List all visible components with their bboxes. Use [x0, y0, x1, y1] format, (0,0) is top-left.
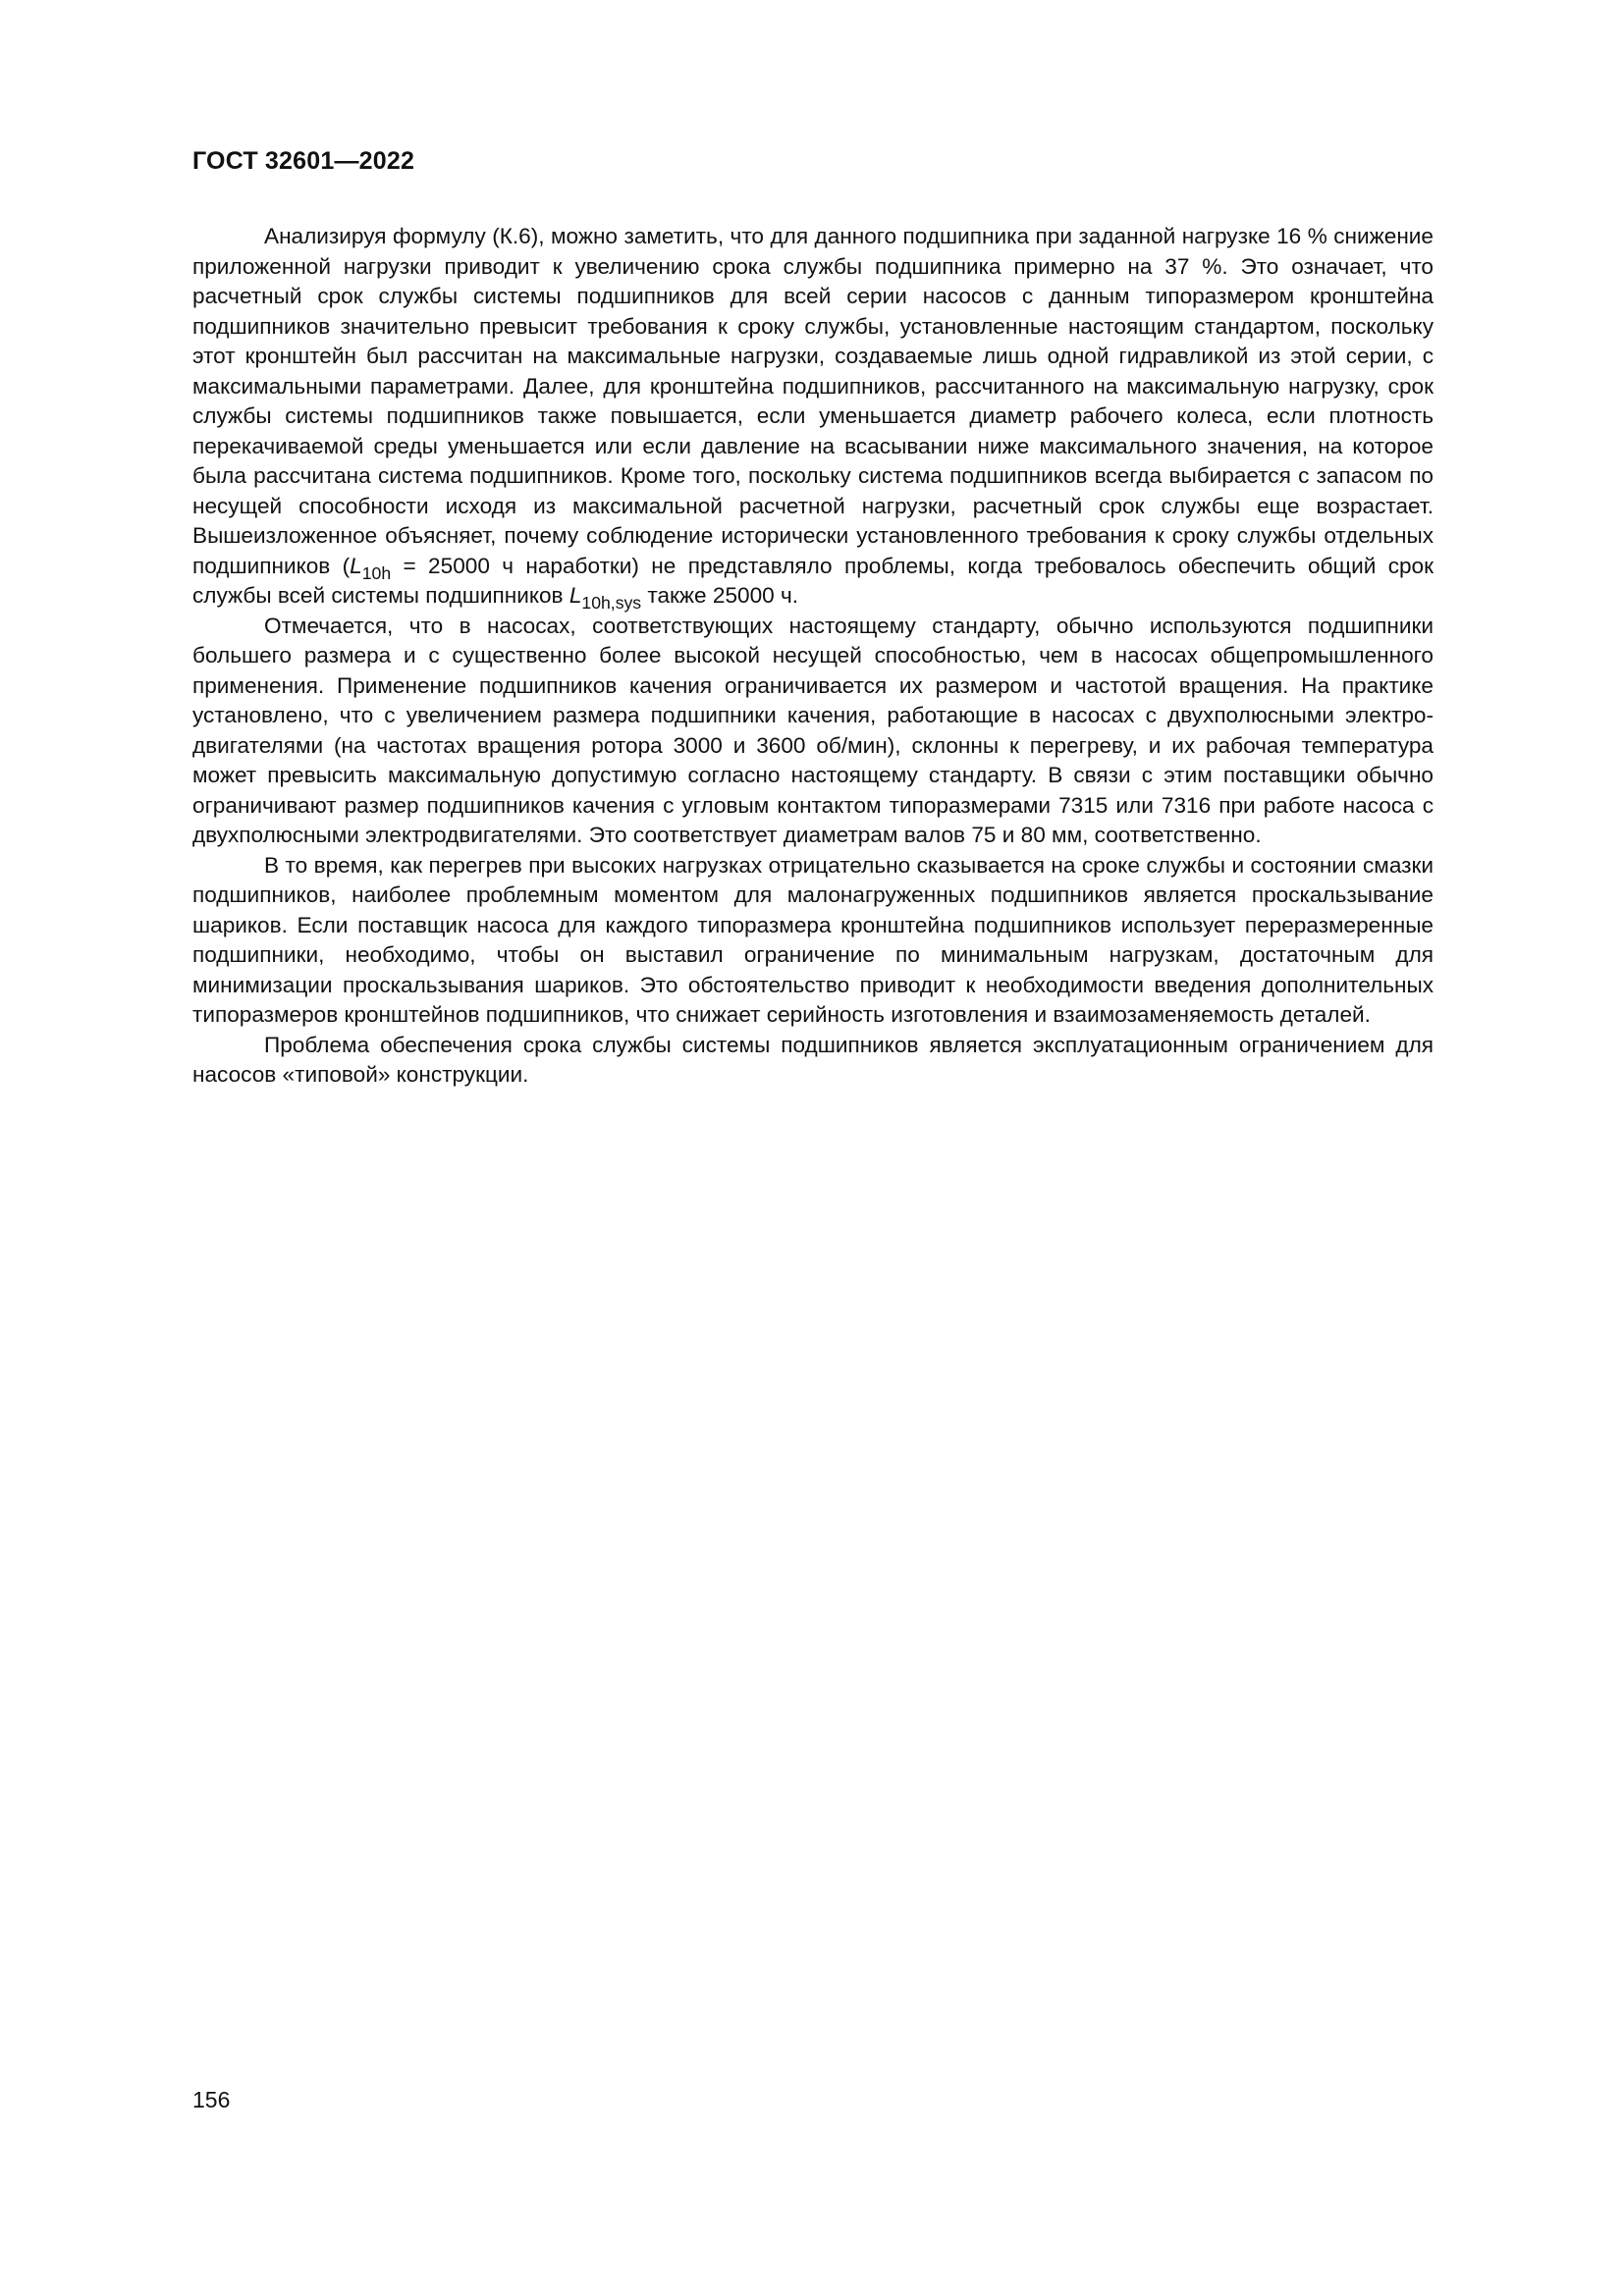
body-text	[192, 222, 1434, 1091]
paragraph-1-text-b: = 25000 ч наработки) не представляло проблемы, когда требовалось обеспечить общий срок службы всей системы подшипников	[192, 553, 1435, 608]
subscript-10h-sys: 10h,sys	[581, 593, 642, 614]
paragraph-4: Проблема обеспечения срока службы системы подшипников является эксплуатационным ограничением для насосов «типовой» конструкции.	[192, 1032, 1434, 1087]
paragraph-2: Отмечается, что в насосах, соответствующих настоящему стандарту, обычно используются подшипники большего размера и с существенно более высокой несущей способностью, чем в насосах общепромышленного применения. Применение подшипников качения ограничивается их размером и частотой вращения. На практике установлено, что с увеличением размера подшипники качения, работающие в насосах с двухполюсными электродвигателями (на частотах вращения ротора 3000 и 3600 об/мин), склонны к перегреву, и их рабочая температура может превысить максимальную допустимую согласно настоящему стандарту. В связи с этим поставщики обычно ограничивают размер подшипников качения с угловым контактом типоразмерами 7315 или 7316 при работе насоса с двухполюсными электродвигателями. Это соответствует диаметрам валов 75 и 80 мм, соответственно.	[192, 613, 1434, 847]
symbol-l: L	[350, 553, 362, 578]
paragraph-1-text-c: также 25000 ч.	[641, 583, 799, 608]
paragraph-3: В то время, как перегрев при высоких нагрузках отрицательно сказывается на сроке службы и состоянии смазки подшипников, наиболее проблемным моментом для малонагруженных подшипников является проскальзывание шариков. Если поставщик насоса для каждого типоразмера кронштейна подшипников использует переразмеренные подшипники, необходимо, чтобы он выставил ограничение по минимальным нагрузкам, достаточным для минимизации проскальзывания шариков. Это обстоятельство приводит к необходимости введения дополнительных типоразмеров кронштейнов подшипников, что снижает серийность изготовления и взаимозаменяемость деталей.	[192, 852, 1434, 1027]
symbol-l-sys: L	[568, 583, 582, 608]
page-number: 156	[192, 2087, 231, 2112]
paragraph-1-text-a: Анализируя формулу (К.6), можно заметить, что для данного подшипника при заданной нагрузке 16 % снижение приложенной нагрузки приводит к увеличению срока службы подшипника примерно на 37 %. Это означает, что расчетный срок службы системы подшипников для всей серии насосов с данным типоразмером кронштейна подшипников значительно превысит требования к сроку службы, установленные настоящим стандартом, поскольку этот кронштейн был рассчитан на максимальные нагрузки, создаваемые лишь одной гидравликой из этой серии, с максимальными параметрами. Далее, для кронштейна подшипников, рассчитанного на максимальную нагрузку, срок службы системы подшипников также повышается, если уменьшается диаметр рабочего колеса, если плотность перекачиваемой среды уменьшается или если давление на всасывании ниже максимального значения, на которое была рассчитана система подшипников. Кроме того, поскольку система подшипников всегда выбирается с запасом по несущей способности исходя из максимальной расчетной нагрузки, расчетный срок службы еще возрастает. Вышеизложенное объясняет, почему соблюдение исторически установленного требования к сроку службы отдельных подшипников (	[192, 224, 1434, 578]
subscript-10h: 10h	[361, 562, 392, 583]
paragraph-1	[192, 222, 1434, 612]
document-header: ГОСТ 32601—2022	[192, 147, 415, 175]
